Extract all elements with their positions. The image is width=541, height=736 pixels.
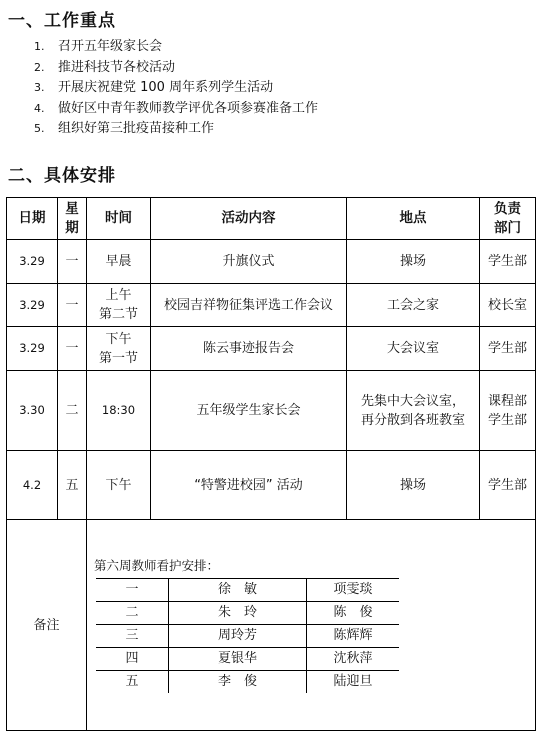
- cell-location: 工会之家: [347, 284, 480, 327]
- cell-activity: 五年级学生家长会: [151, 371, 347, 451]
- cell-activity: 陈云事迹报告会: [151, 327, 347, 371]
- duty-day: 五: [96, 671, 169, 694]
- table-row: [7, 371, 536, 451]
- duty-day: 一: [96, 579, 169, 602]
- schedule-table: [6, 197, 536, 731]
- cell-dept: 学生部: [480, 327, 536, 371]
- item-text: 组织好第三批疫苗接种工作: [58, 121, 215, 136]
- duty-day: 三: [96, 625, 169, 648]
- cell-weekday: 一: [58, 284, 87, 327]
- duty-teacher: 沈秋萍: [307, 648, 400, 671]
- duty-title: 第六周教师看护安排：: [94, 558, 220, 573]
- cell-date: 3.29: [7, 240, 58, 284]
- header-dept: 负责 部门: [480, 198, 536, 240]
- duty-row: [96, 602, 399, 625]
- section-title-focus: 一、工作重点: [8, 11, 116, 31]
- item-text: 召开五年级家长会: [58, 39, 163, 54]
- cell-location: 大会议室: [347, 327, 480, 371]
- table-row: [7, 240, 536, 284]
- cell-date: 3.29: [7, 327, 58, 371]
- cell-time: 下午: [87, 451, 151, 520]
- cell-dept: 学生部: [480, 451, 536, 520]
- duty-teacher: 夏银华: [169, 648, 307, 671]
- cell-activity: 升旗仪式: [151, 240, 347, 284]
- duty-teacher: 陆迎旦: [333, 674, 373, 689]
- item-text: 开展庆祝建党 100 周年系列学生活动: [58, 80, 274, 95]
- duty-table: [96, 578, 399, 693]
- item-number: 2.: [34, 60, 45, 74]
- table-row: [7, 327, 536, 371]
- table-header-row: [7, 198, 536, 240]
- duty-teacher: 陈辉辉: [307, 625, 400, 648]
- cell-date: 3.30: [7, 371, 58, 451]
- item-number: 4.: [34, 101, 45, 115]
- header-weekday: 星 期: [58, 198, 87, 240]
- section-title-schedule: 二、具体安排: [8, 166, 116, 186]
- remarks-row: [7, 520, 536, 731]
- cell-time: 下午 第一节: [87, 327, 151, 371]
- duty-teacher: 李 俊: [169, 671, 307, 694]
- duty-teacher: 陈 俊: [307, 602, 400, 625]
- item-text: 做好区中青年教师教学评优各项参赛准备工作: [58, 100, 319, 116]
- duty-row: [96, 648, 399, 671]
- cell-time: 18:30: [87, 371, 151, 451]
- cell-location: 操场: [347, 451, 480, 520]
- cell-weekday: 一: [58, 327, 87, 371]
- duty-teacher: 周玲芳: [169, 625, 307, 648]
- cell-weekday: 二: [58, 371, 87, 451]
- cell-location: 操场: [347, 240, 480, 284]
- table-row: [7, 451, 536, 520]
- cell-dept: 校长室: [480, 284, 536, 327]
- remarks-label: 备注: [7, 520, 87, 731]
- cell-dept: 学生部: [480, 240, 536, 284]
- remarks-cell: [87, 520, 536, 731]
- cell-date: 4.2: [7, 451, 58, 520]
- cell-location: 先集中大会议室， 再分散到各班教室: [347, 371, 480, 451]
- duty-row: [96, 671, 399, 694]
- table-row: [7, 284, 536, 327]
- item-number: 5.: [34, 122, 45, 135]
- header-time: 时间: [87, 198, 151, 240]
- item-number: 3.: [34, 81, 45, 94]
- cell-time: 早晨: [87, 240, 151, 284]
- duty-teacher: 项雯琰: [307, 579, 400, 602]
- item-number: 1.: [34, 40, 45, 53]
- duty-day: 二: [96, 602, 169, 625]
- cell-date: 3.29: [7, 284, 58, 327]
- header-date: 日期: [7, 198, 58, 240]
- duty-teacher: 徐 敏: [169, 579, 307, 602]
- header-activity: 活动内容: [151, 198, 347, 240]
- cell-activity: “特警进校园” 活动: [151, 451, 347, 520]
- cell-time: 上午 第二节: [87, 284, 151, 327]
- duty-day: 四: [96, 648, 169, 671]
- item-text: 推进科技节各校活动: [58, 59, 176, 75]
- cell-dept: 课程部 学生部: [480, 371, 536, 451]
- duty-row: [96, 579, 399, 602]
- cell-weekday: 一: [58, 240, 87, 284]
- duty-row: [96, 625, 399, 648]
- cell-activity: 校园吉祥物征集评选工作会议: [151, 284, 347, 327]
- duty-teacher: 朱 玲: [169, 602, 307, 625]
- header-location: 地点: [347, 198, 480, 240]
- cell-weekday: 五: [58, 451, 87, 520]
